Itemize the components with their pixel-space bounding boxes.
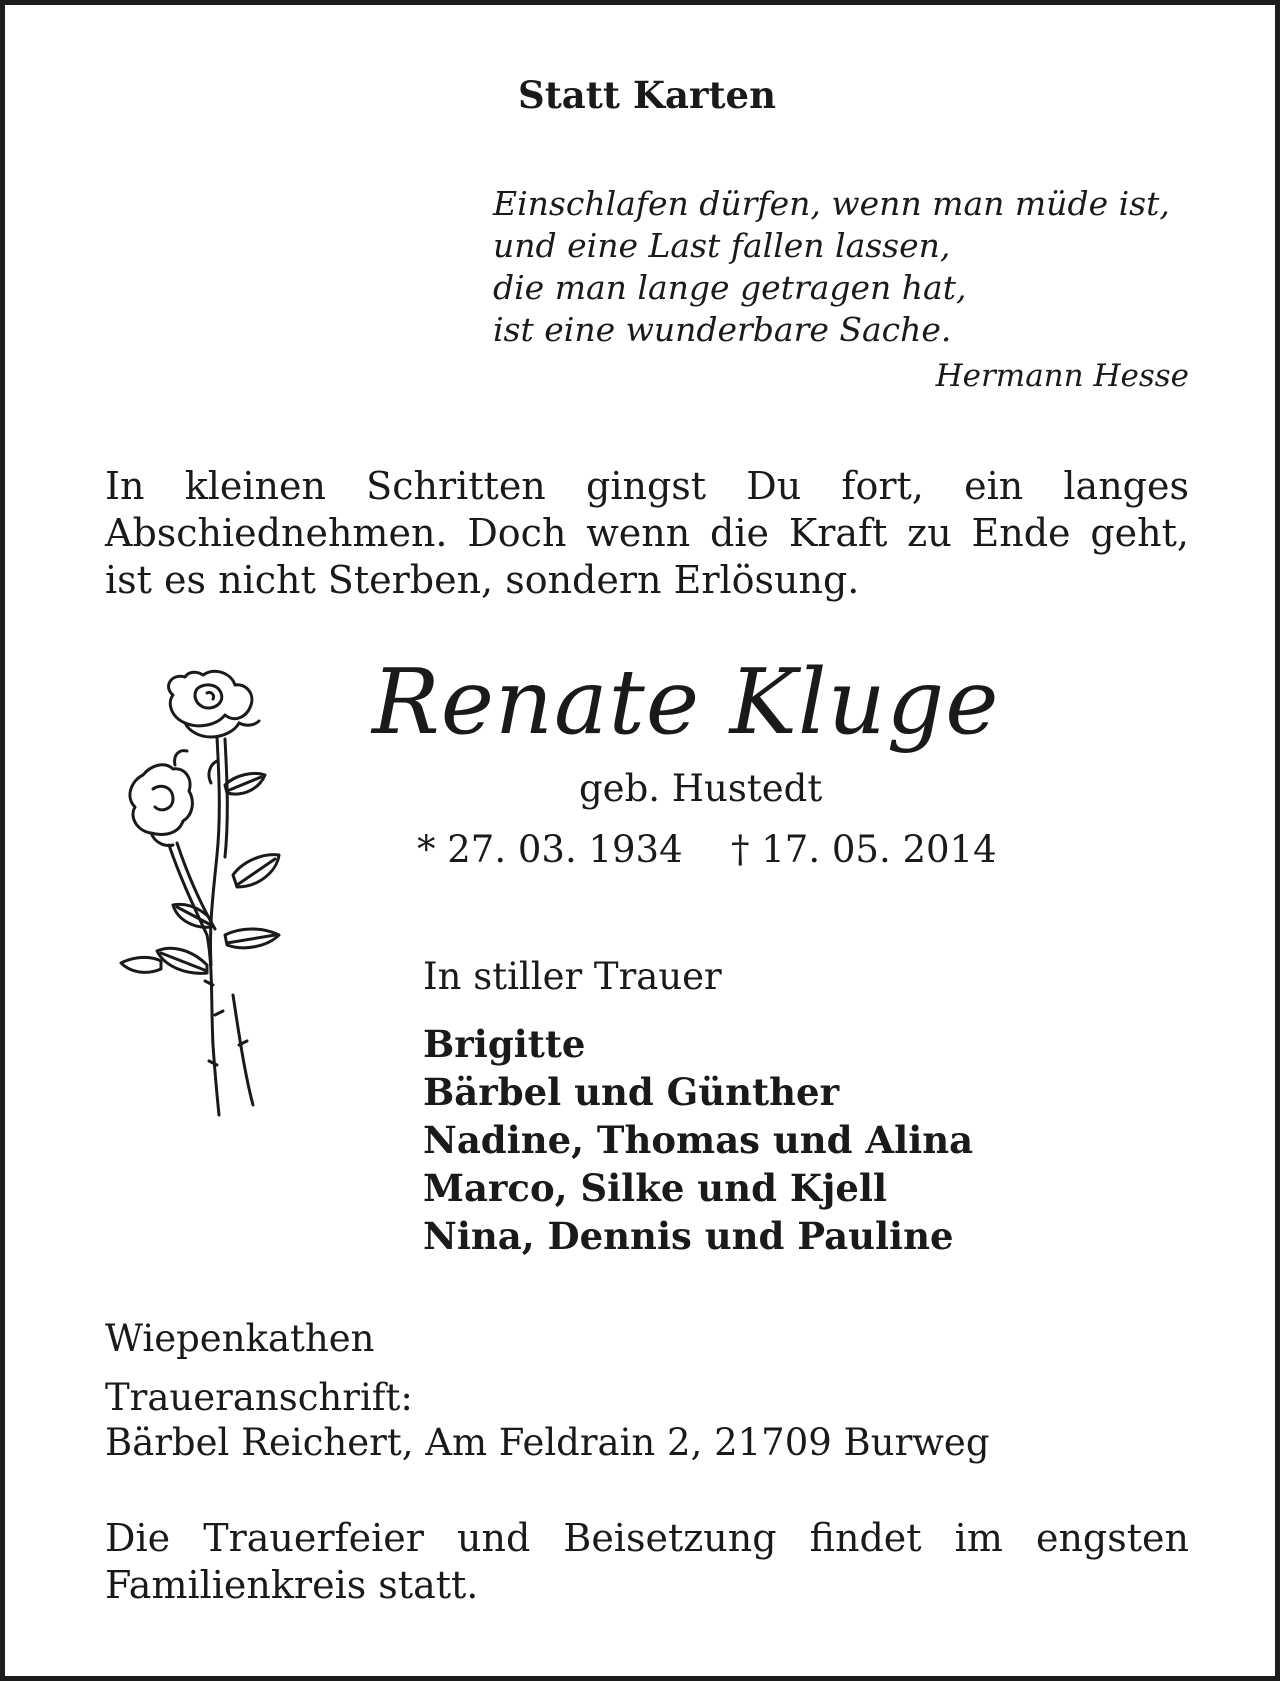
birth-name: geb. Hustedt [579,767,823,810]
mourning-address: Bärbel Reichert, Am Feldrain 2, 21709 Burweg [105,1421,990,1464]
address-label: Traueranschrift: [105,1376,413,1419]
mourner-list [423,1020,973,1260]
deceased-name: Renate Kluge [372,650,1000,755]
list-item: Nadine, Thomas und Alina [423,1118,974,1162]
list-item: Brigitte [423,1022,586,1066]
poem-line: die man lange getragen hat, [493,268,967,307]
list-item: Marco, Silke und Kjell [423,1166,888,1210]
list-item: Nina, Dennis und Pauline [423,1214,954,1258]
list-item: Bärbel und Günther [423,1070,840,1114]
rose-drawing-icon [113,665,313,1125]
poem-line: ist eine wunderbare Sache. [493,310,952,349]
mourning-label: In stiller Trauer [423,955,722,998]
poem [493,183,1193,351]
poem-author: Hermann Hesse [935,358,1189,394]
poem-line: Einschlafen dürfen, wenn man müde ist, [493,184,1170,223]
death-date: † 17. 05. 2014 [731,828,997,871]
intro-text: In kleinen Schritten gingst Du fort, ein langes Abschiednehmen. Doch wenn die Kraft zu Ende geht, ist es nicht Sterben, sondern Erlösung. [105,464,1189,602]
birth-date: * 27. 03. 1934 [417,828,683,871]
ceremony-note: Die Trauerfeier und Beisetzung findet im engsten Familienkreis statt. [105,1516,1189,1607]
place: Wiepenkathen [105,1317,375,1360]
poem-line: und eine Last fallen lassen, [493,226,951,265]
header-note: Statt Karten [517,73,776,117]
